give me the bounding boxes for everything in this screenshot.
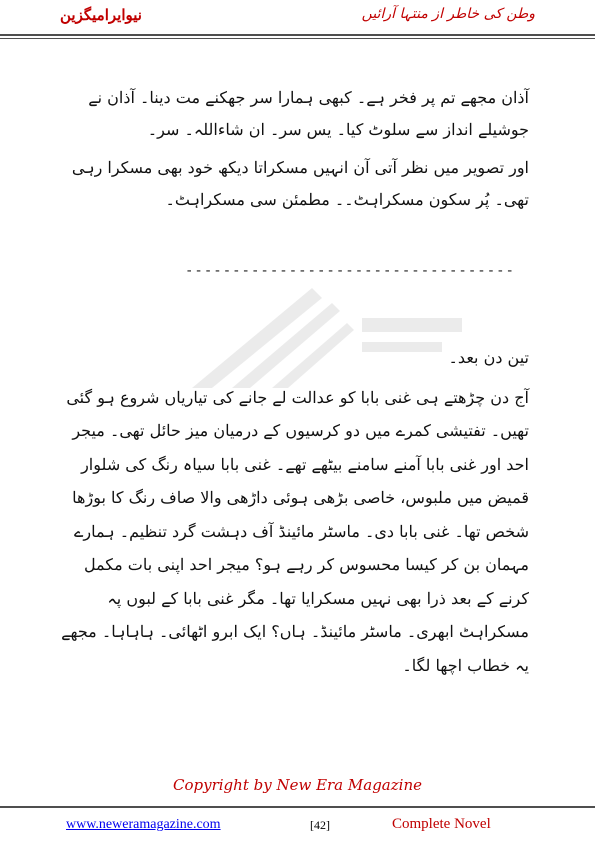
paragraph: اور تصویر میں نظر آتی آن انہیں مسکراتا دیکھ خود بھی مسکرا رہی تھی۔ پُر سکون مسکراہٹ۔۔ مطمئن سی مسکراہٹ۔ bbox=[71, 158, 529, 209]
header-divider bbox=[0, 34, 595, 39]
copyright-notice: Copyright by New Era Magazine bbox=[173, 776, 422, 794]
magazine-name: نیوایرامیگزین bbox=[60, 6, 142, 24]
section-divider: ----------------------------------- bbox=[184, 263, 515, 279]
page-number: [42] bbox=[310, 818, 330, 832]
page-text-top bbox=[60, 82, 529, 222]
paragraph: آذان مجھے تم پر فخر ہے۔ کبھی ہمارا سر جھکنے مت دینا۔ آذان نے جوشیلے انداز سے سلوٹ کیا۔ یس سر۔ ان شاءاللہ۔ سر۔ bbox=[88, 88, 529, 139]
paragraph: آج دن چڑھتے ہی غنی بابا کو عدالت لے جانے کی تیاریاں شروع ہو گئی تھیں۔ تفتیشی کمرے میں دو کرسیوں کے درمیان میز حائل تھی۔ میجر احد اور غنی بابا آمنے سامنے بیٹھے تھے۔ غنی بابا سیاہ رنگ کی شلوار قمیض میں ملبوس، خاصی بڑھی ہوئی داڑھی والا صاف رنگ کا بوڑھا شخص تھا۔ غنی بابا دی۔ ماسٹر مائینڈ آف دہشت گرد تنظیم۔ ہمارے مہمان بن کر کیسا محسوس کر رہے ہو؟ میجر احد اپنی بات مکمل کرنے کے بعد ذرا بھی نہیں مسکرایا تھا۔ مگر غنی بابا کے لبوں پہ مسکراہٹ ابھری۔ ماسٹر مائینڈ۔ ہاں؟ ایک ابرو اٹھائی۔ ہاہاہا۔ مجھے یہ خطاب اچھا لگا۔ bbox=[61, 387, 529, 675]
website-link[interactable]: www.neweramagazine.com bbox=[66, 817, 221, 832]
scene-heading: تین دن بعد۔ bbox=[448, 348, 529, 367]
footer-divider bbox=[0, 806, 595, 808]
novel-title: وطن کی خاطر از منتہا آرائیں bbox=[361, 6, 535, 22]
page-text-bottom bbox=[60, 341, 529, 688]
footer-label: Complete Novel bbox=[392, 816, 491, 832]
